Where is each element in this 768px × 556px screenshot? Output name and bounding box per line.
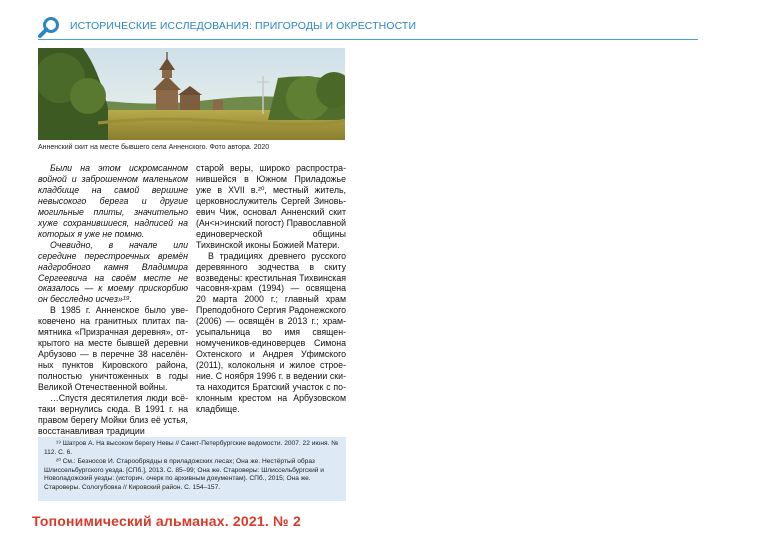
almanac-footer: Топонимический альманах. 2021. № 2	[32, 513, 301, 529]
body-paragraph: старой веры, широко распространившейся в Южном Приладожье уже в XVII в.²⁰, местный житель, церковнослужитель Сергей Зиновьевич Чиж, основал Анненский скит (Ан<н>инский погост) Православной единоверческой общины Тихвинской иконы Божией Матери.	[196, 163, 346, 250]
footnote-20: ²⁰ См.: Безносов И. Старообрядцы в приладожских лесах; Она же. Нестёртый образ Шлиссельбургского уезда. [СПб.], 2013. С. 85–99; Она же. Староверы: Шлиссельбургский и Новоладожский уезды: (историч. очерк по архивным документам). СПб., 2015; Она же. Староверы. Сологубовка // Кировский район. С. 154–157.	[44, 458, 324, 491]
quote-paragraph: Были на этом искромсанном войной и заброшенном маленьком кладбище на самой вершине невысокого берега и другие могильные плиты, значительно хуже сохранившиеся, надписей на которых я уже не помню.	[38, 163, 188, 239]
section-title: ИСТОРИЧЕСКИЕ ИССЛЕДОВАНИЯ: ПРИГОРОДЫ И ОКРЕСТНОСТИ	[70, 20, 417, 32]
body-paragraph: В 1985 г. Анненское было увековечено на гранитных плитах памятника «Призрачная деревня», открытого на месте бывшей деревни Арбузово — в перечне 38 населённых пунктов Кировского района, полностью уничтоженных в годы Великой Отечественной войны.	[38, 305, 188, 393]
text-column-left	[38, 163, 188, 437]
magnifier-icon	[38, 16, 60, 38]
footnote-19: ¹⁹ Шатров А. На высоком берегу Невы // Санкт-Петербургские ведомости. 2007. 22 июня. № 112. С. 6.	[44, 440, 339, 456]
quote-paragraph: Очевидно, в начале или середине перестроечных времён надгробного камня Владимира Сергеевича на своём месте не оказалось — к моему прискорбию он бесследно исчез»¹⁹.	[38, 239, 188, 305]
footnotes-box	[38, 437, 346, 501]
photo-caption: Анненский скит на месте бывшего села Анненского. Фото автора. 2020	[38, 144, 270, 151]
photo-image	[38, 48, 345, 140]
church-photo	[38, 48, 345, 140]
body-paragraph: …Спустя десятилетия люди всё-таки вернулись сюда. В 1991 г. на правом берегу Мойки близ её устья, восстанавливая традиции	[38, 393, 188, 436]
body-paragraph: В традициях древнего русского деревянного зодчества в скиту возведены: крестильная Тихвинская часовня-храм (1994) — освящена 20 марта 2000 г.; главный храм Преподобного Сергия Радонежского (2006) — освящён в 2013 г.; храм-усыпальница во имя священномучеников-единоверцев Симона Охтенского и Андрея Уфимского (2011), колокольня и жилое строение. С ноября 1996 г. в ведении скита находится Братский участок с поклонным крестом на Арбузовском кладбище.	[196, 250, 346, 414]
section-header	[38, 12, 698, 42]
text-column-right	[196, 163, 346, 415]
header-divider	[38, 39, 698, 40]
